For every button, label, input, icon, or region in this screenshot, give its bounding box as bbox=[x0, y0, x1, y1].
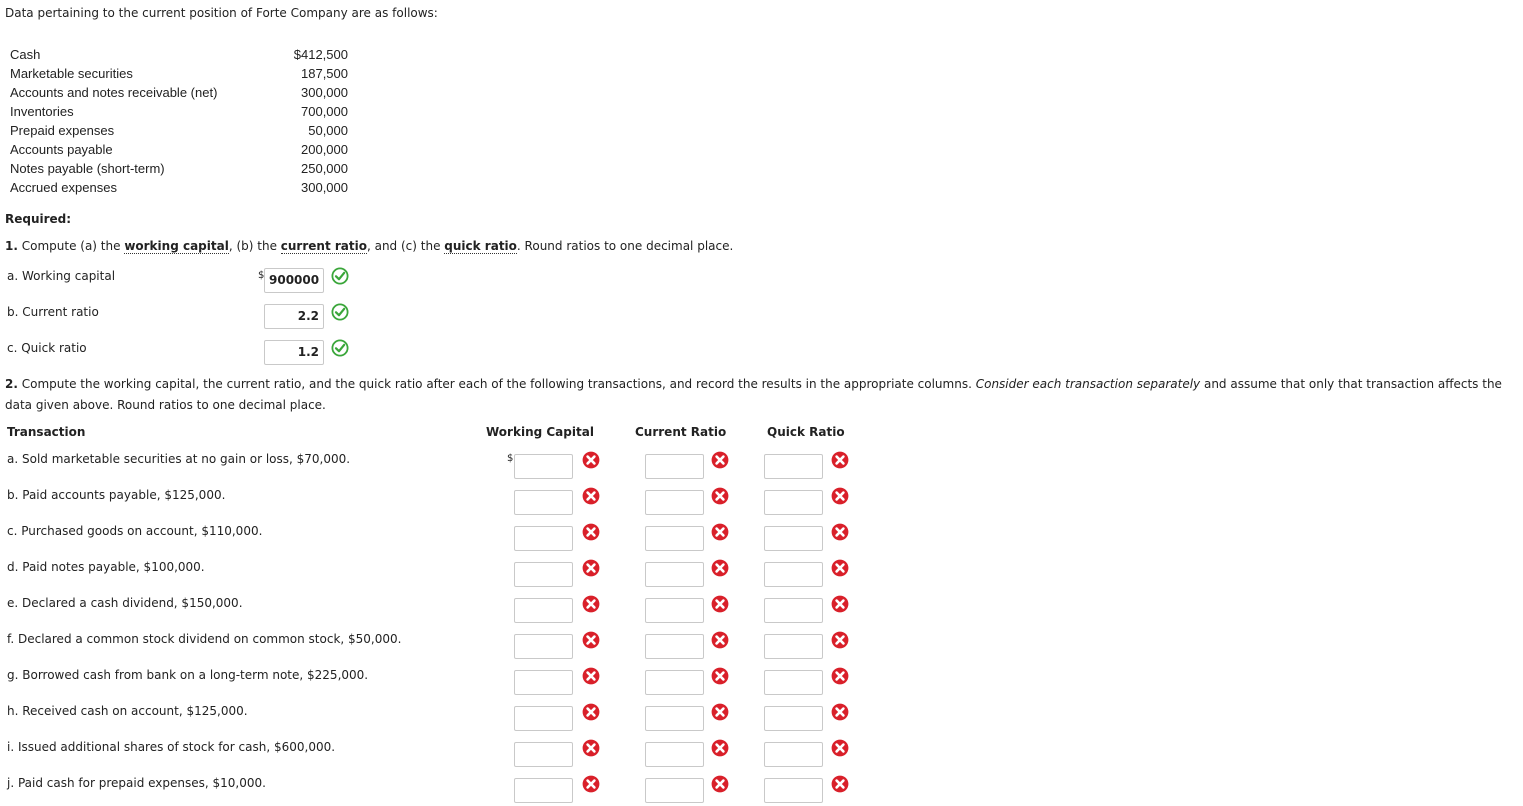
quick-ratio-input[interactable] bbox=[764, 490, 823, 515]
header-working-capital: Working Capital bbox=[486, 425, 594, 439]
term-working-capital[interactable]: working capital bbox=[124, 239, 229, 253]
q2-text-part: Compute the working capital, the current ratio, and the quick ratio after each of the following transactions, and record the results in the appropriate columns. bbox=[17, 377, 976, 391]
transaction-label: e. Declared a cash dividend, $150,000. bbox=[7, 596, 243, 610]
q1-text-part: Compute (a) the bbox=[17, 239, 125, 253]
answer-input[interactable]: 900000 bbox=[264, 268, 324, 293]
current-ratio-input[interactable] bbox=[645, 670, 704, 695]
x-circle-icon bbox=[711, 595, 729, 613]
current-ratio-input[interactable] bbox=[645, 490, 704, 515]
working-capital-input[interactable] bbox=[514, 670, 573, 695]
working-capital-input[interactable] bbox=[514, 562, 573, 587]
current-ratio-input[interactable] bbox=[645, 778, 704, 803]
x-circle-icon bbox=[711, 451, 729, 469]
current-ratio-input[interactable] bbox=[645, 526, 704, 551]
x-circle-icon bbox=[831, 667, 849, 685]
x-circle-icon bbox=[582, 739, 600, 757]
balance-row bbox=[10, 180, 350, 199]
transaction-label: d. Paid notes payable, $100,000. bbox=[7, 560, 205, 574]
x-circle-icon bbox=[711, 667, 729, 685]
x-circle-icon bbox=[582, 631, 600, 649]
x-circle-icon bbox=[711, 739, 729, 757]
transaction-label: g. Borrowed cash from bank on a long-term note, $225,000. bbox=[7, 668, 369, 682]
transaction-label: j. Paid cash for prepaid expenses, $10,000. bbox=[7, 776, 266, 790]
working-capital-input[interactable] bbox=[514, 490, 573, 515]
transaction-label: h. Received cash on account, $125,000. bbox=[7, 704, 248, 718]
x-circle-icon bbox=[582, 523, 600, 541]
balance-row bbox=[10, 142, 350, 161]
balance-value: 300,000 bbox=[301, 85, 348, 100]
required-heading: Required: bbox=[5, 212, 72, 226]
working-capital-input[interactable] bbox=[514, 598, 573, 623]
quick-ratio-input[interactable] bbox=[764, 670, 823, 695]
check-circle-icon bbox=[331, 339, 349, 357]
x-circle-icon bbox=[711, 631, 729, 649]
balance-value: $412,500 bbox=[293, 47, 348, 62]
x-circle-icon bbox=[831, 739, 849, 757]
current-ratio-input[interactable] bbox=[645, 598, 704, 623]
balance-label: Accrued expenses bbox=[10, 180, 117, 195]
balance-label: Accounts payable bbox=[10, 142, 113, 157]
balance-row bbox=[10, 47, 350, 66]
quick-ratio-input[interactable] bbox=[764, 742, 823, 767]
balance-row bbox=[10, 123, 350, 142]
quick-ratio-input[interactable] bbox=[764, 778, 823, 803]
check-circle-icon bbox=[331, 303, 349, 321]
working-capital-input[interactable] bbox=[514, 526, 573, 551]
balance-value: 300,000 bbox=[301, 180, 348, 195]
balance-label: Notes payable (short-term) bbox=[10, 161, 165, 176]
current-ratio-input[interactable] bbox=[645, 742, 704, 767]
balance-label: Inventories bbox=[10, 104, 74, 119]
x-circle-icon bbox=[831, 595, 849, 613]
x-circle-icon bbox=[831, 487, 849, 505]
intro-text: Data pertaining to the current position of Forte Company are as follows: bbox=[5, 6, 438, 20]
q2-text-part: and assume that only that transaction affects the data given above. Round ratios to one decimal place. bbox=[5, 377, 1502, 412]
header-transaction: Transaction bbox=[7, 425, 86, 439]
x-circle-icon bbox=[582, 703, 600, 721]
current-ratio-input[interactable] bbox=[645, 562, 704, 587]
transaction-label: f. Declared a common stock dividend on common stock, $50,000. bbox=[7, 632, 402, 646]
q2-emphasis: Consider each transaction separately bbox=[975, 377, 1201, 391]
x-circle-icon bbox=[831, 775, 849, 793]
working-capital-input[interactable] bbox=[514, 742, 573, 767]
balance-value: 50,000 bbox=[308, 123, 348, 138]
transaction-label: b. Paid accounts payable, $125,000. bbox=[7, 488, 226, 502]
current-ratio-input[interactable] bbox=[645, 454, 704, 479]
x-circle-icon bbox=[711, 487, 729, 505]
header-quick-ratio: Quick Ratio bbox=[767, 425, 845, 439]
quick-ratio-input[interactable] bbox=[764, 526, 823, 551]
answer-input[interactable]: 2.2 bbox=[264, 304, 324, 329]
current-ratio-input[interactable] bbox=[645, 706, 704, 731]
answer-label: b. Current ratio bbox=[7, 305, 99, 319]
working-capital-input[interactable] bbox=[514, 706, 573, 731]
quick-ratio-input[interactable] bbox=[764, 634, 823, 659]
quick-ratio-input[interactable] bbox=[764, 706, 823, 731]
working-capital-input[interactable] bbox=[514, 634, 573, 659]
term-quick-ratio[interactable]: quick ratio bbox=[444, 239, 517, 253]
header-current-ratio: Current Ratio bbox=[635, 425, 727, 439]
answer-label: c. Quick ratio bbox=[7, 341, 87, 355]
balance-value: 187,500 bbox=[301, 66, 348, 81]
current-ratio-input[interactable] bbox=[645, 634, 704, 659]
x-circle-icon bbox=[711, 775, 729, 793]
x-circle-icon bbox=[582, 595, 600, 613]
transaction-label: a. Sold marketable securities at no gain or loss, $70,000. bbox=[7, 452, 351, 466]
x-circle-icon bbox=[711, 559, 729, 577]
x-circle-icon bbox=[711, 523, 729, 541]
x-circle-icon bbox=[582, 451, 600, 469]
answer-label: a. Working capital bbox=[7, 269, 116, 283]
x-circle-icon bbox=[582, 667, 600, 685]
x-circle-icon bbox=[831, 523, 849, 541]
working-capital-input[interactable] bbox=[514, 778, 573, 803]
balance-row bbox=[10, 66, 350, 85]
balance-row bbox=[10, 161, 350, 180]
quick-ratio-input[interactable] bbox=[764, 562, 823, 587]
currency-symbol: $ bbox=[258, 270, 265, 281]
balance-value: 200,000 bbox=[301, 142, 348, 157]
question-number: 2. bbox=[5, 377, 18, 391]
balance-label: Accounts and notes receivable (net) bbox=[10, 85, 218, 100]
q1-text-part: , and (c) the bbox=[366, 239, 445, 253]
question-1-text bbox=[5, 239, 733, 253]
balance-label: Marketable securities bbox=[10, 66, 133, 81]
x-circle-icon bbox=[711, 703, 729, 721]
quick-ratio-input[interactable] bbox=[764, 454, 823, 479]
q1-text-part: . Round ratios to one decimal place. bbox=[516, 239, 734, 253]
quick-ratio-input[interactable] bbox=[764, 598, 823, 623]
balance-value: 250,000 bbox=[301, 161, 348, 176]
transaction-label: i. Issued additional shares of stock for cash, $600,000. bbox=[7, 740, 336, 754]
currency-symbol: $ bbox=[507, 453, 514, 464]
balance-label: Cash bbox=[10, 47, 41, 62]
question-number: 1. bbox=[5, 239, 18, 253]
balance-row bbox=[10, 104, 350, 123]
x-circle-icon bbox=[582, 559, 600, 577]
x-circle-icon bbox=[831, 559, 849, 577]
balance-label: Prepaid expenses bbox=[10, 123, 115, 138]
term-current-ratio[interactable]: current ratio bbox=[280, 239, 367, 253]
answer-input[interactable]: 1.2 bbox=[264, 340, 324, 365]
check-circle-icon bbox=[331, 267, 349, 285]
transaction-label: c. Purchased goods on account, $110,000. bbox=[7, 524, 263, 538]
working-capital-input[interactable] bbox=[514, 454, 573, 479]
x-circle-icon bbox=[582, 775, 600, 793]
question-2-text bbox=[5, 374, 1515, 416]
balance-row bbox=[10, 85, 350, 104]
x-circle-icon bbox=[831, 451, 849, 469]
balance-value: 700,000 bbox=[301, 104, 348, 119]
x-circle-icon bbox=[831, 631, 849, 649]
x-circle-icon bbox=[831, 703, 849, 721]
q1-text-part: , (b) the bbox=[228, 239, 281, 253]
x-circle-icon bbox=[582, 487, 600, 505]
